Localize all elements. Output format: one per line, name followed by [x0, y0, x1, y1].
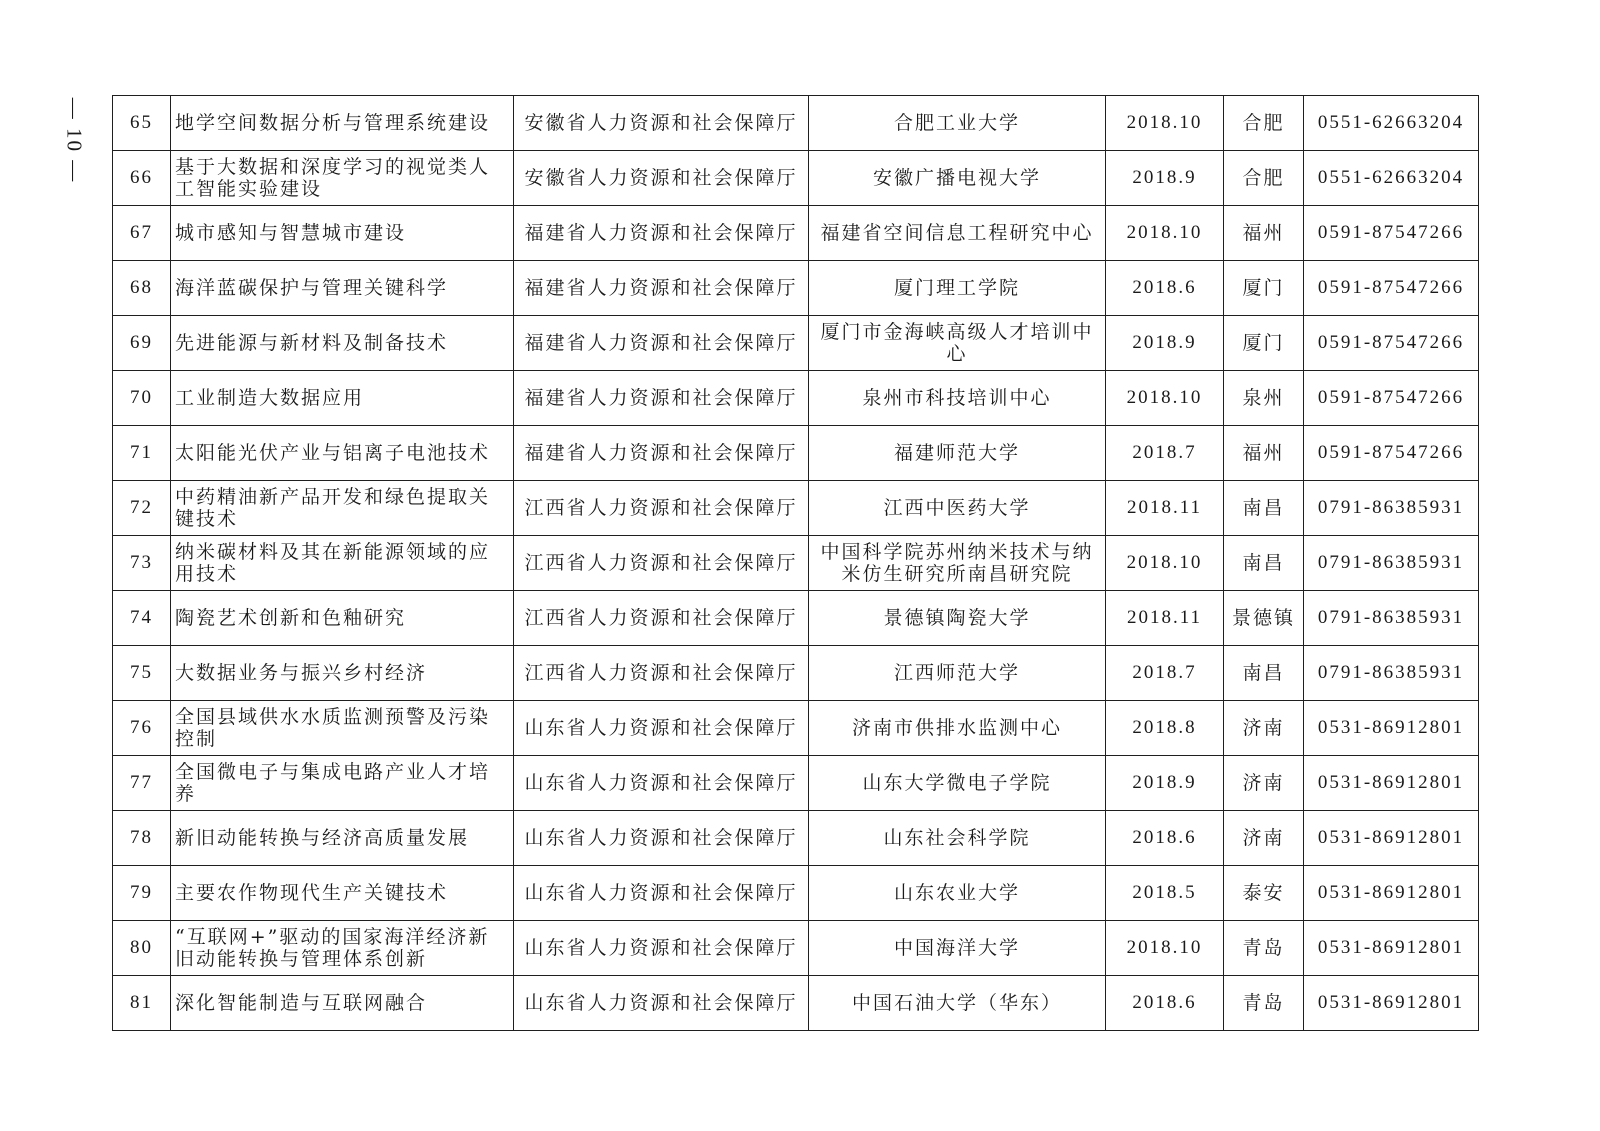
row-number: 75 — [113, 646, 171, 701]
contact-phone: 0531-86912801 — [1304, 976, 1479, 1031]
location-city: 合肥 — [1224, 96, 1304, 151]
project-name: 全国微电子与集成电路产业人才培养 — [171, 756, 514, 811]
table-row — [113, 426, 1479, 481]
table-row — [113, 151, 1479, 206]
project-name: 中药精油新产品开发和绿色提取关键技术 — [171, 481, 514, 536]
organizing-department: 山东省人力资源和社会保障厅 — [514, 701, 809, 756]
location-city: 南昌 — [1224, 481, 1304, 536]
row-number: 74 — [113, 591, 171, 646]
table-row — [113, 96, 1479, 151]
location-city: 南昌 — [1224, 536, 1304, 591]
row-number: 71 — [113, 426, 171, 481]
start-date: 2018.6 — [1106, 261, 1224, 316]
project-name: 基于大数据和深度学习的视觉类人工智能实验建设 — [171, 151, 514, 206]
location-city: 景德镇 — [1224, 591, 1304, 646]
table-row — [113, 316, 1479, 371]
organizing-department: 江西省人力资源和社会保障厅 — [514, 646, 809, 701]
contact-phone: 0591-87547266 — [1304, 426, 1479, 481]
row-number: 76 — [113, 701, 171, 756]
location-city: 福州 — [1224, 426, 1304, 481]
project-name: 地学空间数据分析与管理系统建设 — [171, 96, 514, 151]
start-date: 2018.9 — [1106, 316, 1224, 371]
contact-phone: 0531-86912801 — [1304, 701, 1479, 756]
location-city: 南昌 — [1224, 646, 1304, 701]
row-number: 67 — [113, 206, 171, 261]
table-row — [113, 206, 1479, 261]
organizing-department: 江西省人力资源和社会保障厅 — [514, 481, 809, 536]
row-number: 73 — [113, 536, 171, 591]
host-organization: 中国石油大学（华东） — [809, 976, 1106, 1031]
contact-phone: 0591-87547266 — [1304, 261, 1479, 316]
project-name: “互联网+”驱动的国家海洋经济新旧动能转换与管理体系创新 — [171, 921, 514, 976]
host-organization: 安徽广播电视大学 — [809, 151, 1106, 206]
organizing-department: 安徽省人力资源和社会保障厅 — [514, 151, 809, 206]
row-number: 78 — [113, 811, 171, 866]
row-number: 79 — [113, 866, 171, 921]
contact-phone: 0591-87547266 — [1304, 316, 1479, 371]
host-organization: 山东农业大学 — [809, 866, 1106, 921]
row-number: 72 — [113, 481, 171, 536]
row-number: 80 — [113, 921, 171, 976]
location-city: 青岛 — [1224, 921, 1304, 976]
project-name: 海洋蓝碳保护与管理关键科学 — [171, 261, 514, 316]
start-date: 2018.7 — [1106, 646, 1224, 701]
project-name: 主要农作物现代生产关键技术 — [171, 866, 514, 921]
location-city: 泰安 — [1224, 866, 1304, 921]
contact-phone: 0591-87547266 — [1304, 371, 1479, 426]
table-row — [113, 591, 1479, 646]
project-name: 大数据业务与振兴乡村经济 — [171, 646, 514, 701]
host-organization: 泉州市科技培训中心 — [809, 371, 1106, 426]
contact-phone: 0791-86385931 — [1304, 481, 1479, 536]
organizing-department: 福建省人力资源和社会保障厅 — [514, 371, 809, 426]
organizing-department: 福建省人力资源和社会保障厅 — [514, 261, 809, 316]
project-name: 工业制造大数据应用 — [171, 371, 514, 426]
organizing-department: 山东省人力资源和社会保障厅 — [514, 756, 809, 811]
project-name: 太阳能光伏产业与铝离子电池技术 — [171, 426, 514, 481]
table-row — [113, 481, 1479, 536]
host-organization: 中国科学院苏州纳米技术与纳米仿生研究所南昌研究院 — [809, 536, 1106, 591]
organizing-department: 山东省人力资源和社会保障厅 — [514, 811, 809, 866]
table-row — [113, 536, 1479, 591]
host-organization: 福建师范大学 — [809, 426, 1106, 481]
location-city: 厦门 — [1224, 261, 1304, 316]
project-name: 深化智能制造与互联网融合 — [171, 976, 514, 1031]
start-date: 2018.10 — [1106, 536, 1224, 591]
host-organization: 景德镇陶瓷大学 — [809, 591, 1106, 646]
host-organization: 厦门市金海峡高级人才培训中心 — [809, 316, 1106, 371]
contact-phone: 0791-86385931 — [1304, 646, 1479, 701]
host-organization: 合肥工业大学 — [809, 96, 1106, 151]
project-name: 陶瓷艺术创新和色釉研究 — [171, 591, 514, 646]
location-city: 济南 — [1224, 701, 1304, 756]
organizing-department: 福建省人力资源和社会保障厅 — [514, 426, 809, 481]
table-row — [113, 371, 1479, 426]
table-row — [113, 866, 1479, 921]
host-organization: 江西师范大学 — [809, 646, 1106, 701]
row-number: 65 — [113, 96, 171, 151]
host-organization: 厦门理工学院 — [809, 261, 1106, 316]
table-row — [113, 261, 1479, 316]
row-number: 77 — [113, 756, 171, 811]
start-date: 2018.9 — [1106, 756, 1224, 811]
start-date: 2018.6 — [1106, 811, 1224, 866]
row-number: 70 — [113, 371, 171, 426]
location-city: 济南 — [1224, 811, 1304, 866]
location-city: 泉州 — [1224, 371, 1304, 426]
host-organization: 江西中医药大学 — [809, 481, 1106, 536]
organizing-department: 江西省人力资源和社会保障厅 — [514, 536, 809, 591]
table-row — [113, 701, 1479, 756]
location-city: 厦门 — [1224, 316, 1304, 371]
start-date: 2018.6 — [1106, 976, 1224, 1031]
organizing-department: 山东省人力资源和社会保障厅 — [514, 976, 809, 1031]
project-name: 新旧动能转换与经济高质量发展 — [171, 811, 514, 866]
location-city: 合肥 — [1224, 151, 1304, 206]
contact-phone: 0551-62663204 — [1304, 96, 1479, 151]
organizing-department: 山东省人力资源和社会保障厅 — [514, 921, 809, 976]
start-date: 2018.9 — [1106, 151, 1224, 206]
host-organization: 济南市供排水监测中心 — [809, 701, 1106, 756]
project-table — [112, 95, 1479, 1031]
table-row — [113, 756, 1479, 811]
start-date: 2018.10 — [1106, 96, 1224, 151]
organizing-department: 福建省人力资源和社会保障厅 — [514, 206, 809, 261]
project-name: 全国县域供水水质监测预警及污染控制 — [171, 701, 514, 756]
table-row — [113, 811, 1479, 866]
start-date: 2018.10 — [1106, 371, 1224, 426]
location-city: 济南 — [1224, 756, 1304, 811]
table-row — [113, 646, 1479, 701]
host-organization: 山东社会科学院 — [809, 811, 1106, 866]
location-city: 青岛 — [1224, 976, 1304, 1031]
start-date: 2018.11 — [1106, 591, 1224, 646]
row-number: 68 — [113, 261, 171, 316]
contact-phone: 0591-87547266 — [1304, 206, 1479, 261]
contact-phone: 0531-86912801 — [1304, 811, 1479, 866]
row-number: 69 — [113, 316, 171, 371]
row-number: 66 — [113, 151, 171, 206]
host-organization: 中国海洋大学 — [809, 921, 1106, 976]
organizing-department: 山东省人力资源和社会保障厅 — [514, 866, 809, 921]
page-number — [56, 70, 92, 210]
start-date: 2018.10 — [1106, 206, 1224, 261]
contact-phone: 0531-86912801 — [1304, 921, 1479, 976]
table-body — [113, 96, 1479, 1031]
project-name: 城市感知与智慧城市建设 — [171, 206, 514, 261]
start-date: 2018.5 — [1106, 866, 1224, 921]
contact-phone: 0551-62663204 — [1304, 151, 1479, 206]
start-date: 2018.7 — [1106, 426, 1224, 481]
contact-phone: 0531-86912801 — [1304, 866, 1479, 921]
start-date: 2018.8 — [1106, 701, 1224, 756]
project-name: 先进能源与新材料及制备技术 — [171, 316, 514, 371]
organizing-department: 福建省人力资源和社会保障厅 — [514, 316, 809, 371]
host-organization: 福建省空间信息工程研究中心 — [809, 206, 1106, 261]
project-name: 纳米碳材料及其在新能源领域的应用技术 — [171, 536, 514, 591]
contact-phone: 0791-86385931 — [1304, 591, 1479, 646]
host-organization: 山东大学微电子学院 — [809, 756, 1106, 811]
table-row — [113, 976, 1479, 1031]
organizing-department: 江西省人力资源和社会保障厅 — [514, 591, 809, 646]
contact-phone: 0531-86912801 — [1304, 756, 1479, 811]
location-city: 福州 — [1224, 206, 1304, 261]
organizing-department: 安徽省人力资源和社会保障厅 — [514, 96, 809, 151]
table-row — [113, 921, 1479, 976]
contact-phone: 0791-86385931 — [1304, 536, 1479, 591]
start-date: 2018.10 — [1106, 921, 1224, 976]
start-date: 2018.11 — [1106, 481, 1224, 536]
page-number-text: — 10 — — [62, 97, 87, 183]
row-number: 81 — [113, 976, 171, 1031]
